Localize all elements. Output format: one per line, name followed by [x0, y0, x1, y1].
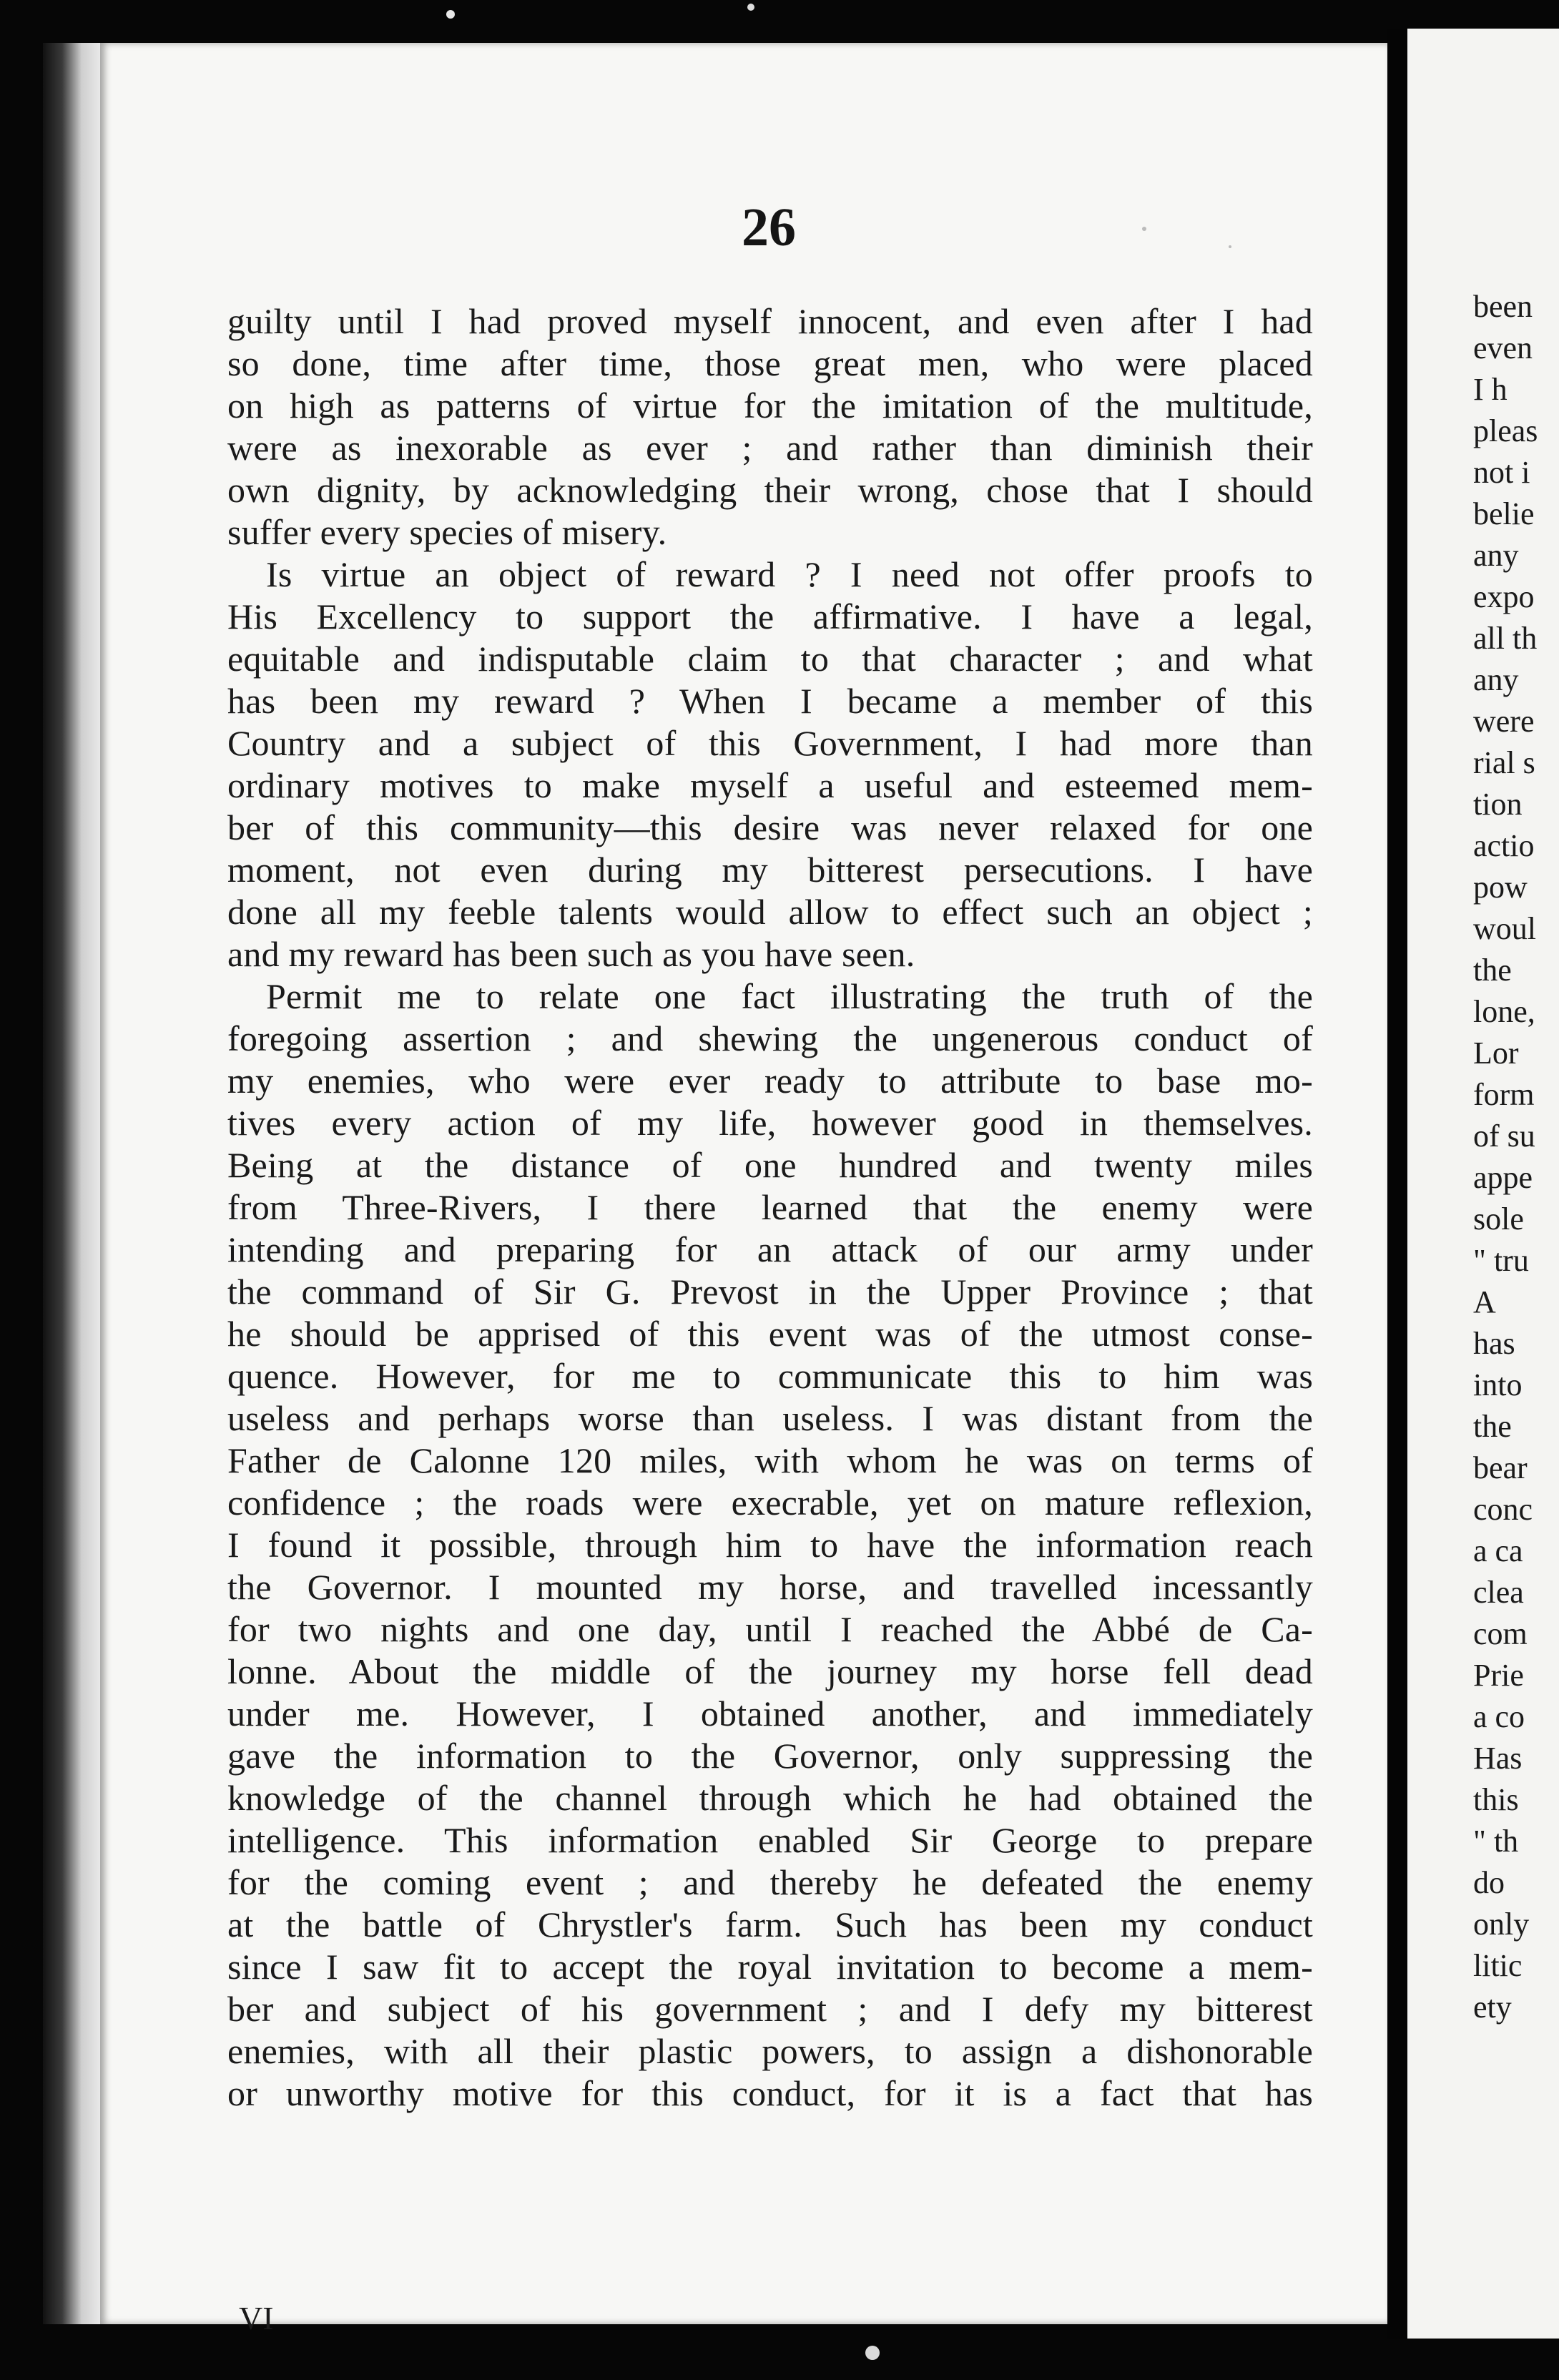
right-page-line: A	[1473, 1284, 1496, 1319]
right-page-line: " tru	[1473, 1243, 1529, 1278]
right-page-line: sole	[1473, 1201, 1524, 1236]
text-line: enemies, with all their plastic powers, to assign a dishonorable	[227, 2031, 1313, 2071]
text-line: done all my feeble talents would allow to effect such an object ;	[227, 892, 1313, 932]
text-line: Being at the distance of one hundred and twenty miles	[227, 1145, 1313, 1185]
right-page-line: all th	[1473, 621, 1538, 656]
right-page-line: has	[1473, 1326, 1515, 1361]
right-page-line: litic	[1473, 1948, 1523, 1983]
right-page-line: form	[1473, 1077, 1535, 1112]
right-page-line: any	[1473, 538, 1519, 573]
right-page-line: expo	[1473, 579, 1535, 614]
right-page-line: even	[1473, 330, 1533, 365]
right-page-line: lone,	[1473, 994, 1535, 1029]
right-page-line: only	[1473, 1907, 1530, 1942]
text-line: confidence ; the roads were execrable, yet on mature reflexion,	[227, 1482, 1313, 1523]
text-line: so done, time after time, those great men, who were placed	[227, 343, 1313, 383]
text-line: His Excellency to support the affirmative. I have a legal,	[227, 596, 1313, 636]
right-page-line: tion	[1473, 787, 1523, 822]
text-line: quence. However, for me to communicate this to him was	[227, 1356, 1313, 1396]
main-text-block	[227, 300, 1313, 2115]
right-page-line: pow	[1473, 870, 1528, 905]
right-page-line: a ca	[1473, 1533, 1523, 1568]
right-page-line: com	[1473, 1616, 1528, 1651]
right-page-line: Has	[1473, 1741, 1523, 1776]
text-line: under me. However, I obtained another, and immediately	[227, 1693, 1313, 1734]
right-page-line: belie	[1473, 496, 1535, 531]
text-line: at the battle of Chrystler's farm. Such has been my conduct	[227, 1904, 1313, 1944]
right-page-line: " th	[1473, 1824, 1519, 1859]
right-page-line: actio	[1473, 828, 1535, 863]
text-line: own dignity, by acknowledging their wrong, chose that I should	[227, 470, 1313, 510]
text-line: moment, not even during my bitterest persecutions. I have	[227, 850, 1313, 890]
text-line: ordinary motives to make myself a useful and esteemed mem-	[227, 765, 1313, 805]
text-line: were as inexorable as ever ; and rather than diminish their	[227, 428, 1313, 468]
text-line: the command of Sir G. Prevost in the Upper Province ; that	[227, 1272, 1313, 1312]
text-line: Is virtue an object of reward ? I need not offer proofs to	[266, 554, 1313, 594]
text-line: suffer every species of misery.	[227, 512, 667, 552]
text-line: intelligence. This information enabled Sir George to prepare	[227, 1820, 1313, 1860]
text-line: lonne. About the middle of the journey my horse fell dead	[227, 1651, 1313, 1691]
right-page-line: clea	[1473, 1575, 1524, 1610]
right-page-line: were	[1473, 704, 1535, 739]
text-line: or unworthy motive for this conduct, for it is a fact that has	[227, 2073, 1313, 2113]
right-page-line: bear	[1473, 1450, 1528, 1485]
text-line: useless and perhaps worse than useless. I was distant from the	[227, 1398, 1313, 1438]
page-gutter	[1387, 29, 1407, 2339]
right-page-line: not i	[1473, 455, 1530, 490]
right-page-line: a co	[1473, 1699, 1525, 1734]
right-page-line: the	[1473, 1409, 1512, 1444]
text-line: foregoing assertion ; and shewing the ungenerous conduct of	[227, 1018, 1313, 1058]
text-line: Permit me to relate one fact illustrating the truth of the	[266, 976, 1313, 1016]
signature-mark: VI	[239, 2300, 274, 2336]
right-page-line: rial s	[1473, 745, 1535, 780]
text-line: the Governor. I mounted my horse, and travelled incessantly	[227, 1567, 1313, 1607]
text-line: ber of this community—this desire was never relaxed for one	[227, 807, 1313, 847]
text-line: guilty until I had proved myself innocent, and even after I had	[227, 301, 1313, 341]
text-line: knowledge of the channel through which he had obtained the	[227, 1778, 1313, 1818]
text-line: since I saw fit to accept the royal invitation to become a mem-	[227, 1947, 1313, 1987]
text-line: Father de Calonne 120 miles, with whom he was on terms of	[227, 1440, 1313, 1480]
right-page-line: conc	[1473, 1492, 1533, 1527]
text-line: ber and subject of his government ; and I defy my bitterest	[227, 1989, 1313, 2029]
text-line: from Three-Rivers, I there learned that the enemy were	[227, 1187, 1313, 1227]
text-line: I found it possible, through him to have the information reach	[227, 1525, 1313, 1565]
book-binding	[43, 43, 107, 2324]
right-page-line: I h	[1473, 372, 1508, 407]
text-line: and my reward has been such as you have seen.	[227, 934, 915, 974]
right-page-line: any	[1473, 662, 1519, 697]
text-line: has been my reward ? When I became a member of this	[227, 681, 1313, 721]
right-page-line: do	[1473, 1865, 1505, 1900]
right-page-line: ety	[1473, 1990, 1512, 2025]
right-page-line: this	[1473, 1782, 1519, 1817]
text-line: equitable and indisputable claim to that character ; and what	[227, 639, 1313, 679]
text-line: on high as patterns of virtue for the imitation of the multitude,	[227, 385, 1313, 426]
right-page-line: woul	[1473, 911, 1536, 946]
right-page-line: pleas	[1473, 413, 1538, 448]
right-page-line: the	[1473, 953, 1512, 988]
text-line: intending and preparing for an attack of our army under	[227, 1229, 1313, 1269]
text-line: my enemies, who were ever ready to attribute to base mo-	[227, 1061, 1313, 1101]
text-line: Country and a subject of this Government, I had more than	[227, 723, 1313, 763]
right-page-line: of su	[1473, 1118, 1535, 1154]
text-line: gave the information to the Governor, only suppressing the	[227, 1736, 1313, 1776]
right-page-line: Lor	[1473, 1036, 1519, 1071]
page-number: 26	[742, 197, 796, 257]
text-line: he should be apprised of this event was of the utmost conse-	[227, 1314, 1313, 1354]
text-line: tives every action of my life, however good in themselves.	[227, 1103, 1313, 1143]
right-page-line: appe	[1473, 1160, 1533, 1195]
right-page-line: been	[1473, 289, 1533, 324]
text-line: for two nights and one day, until I reached the Abbé de Ca-	[227, 1609, 1313, 1649]
right-page-line: into	[1473, 1367, 1523, 1402]
right-page-text	[1473, 286, 1559, 2028]
right-page-line: Prie	[1473, 1658, 1524, 1693]
text-line: for the coming event ; and thereby he defeated the enemy	[227, 1862, 1313, 1902]
